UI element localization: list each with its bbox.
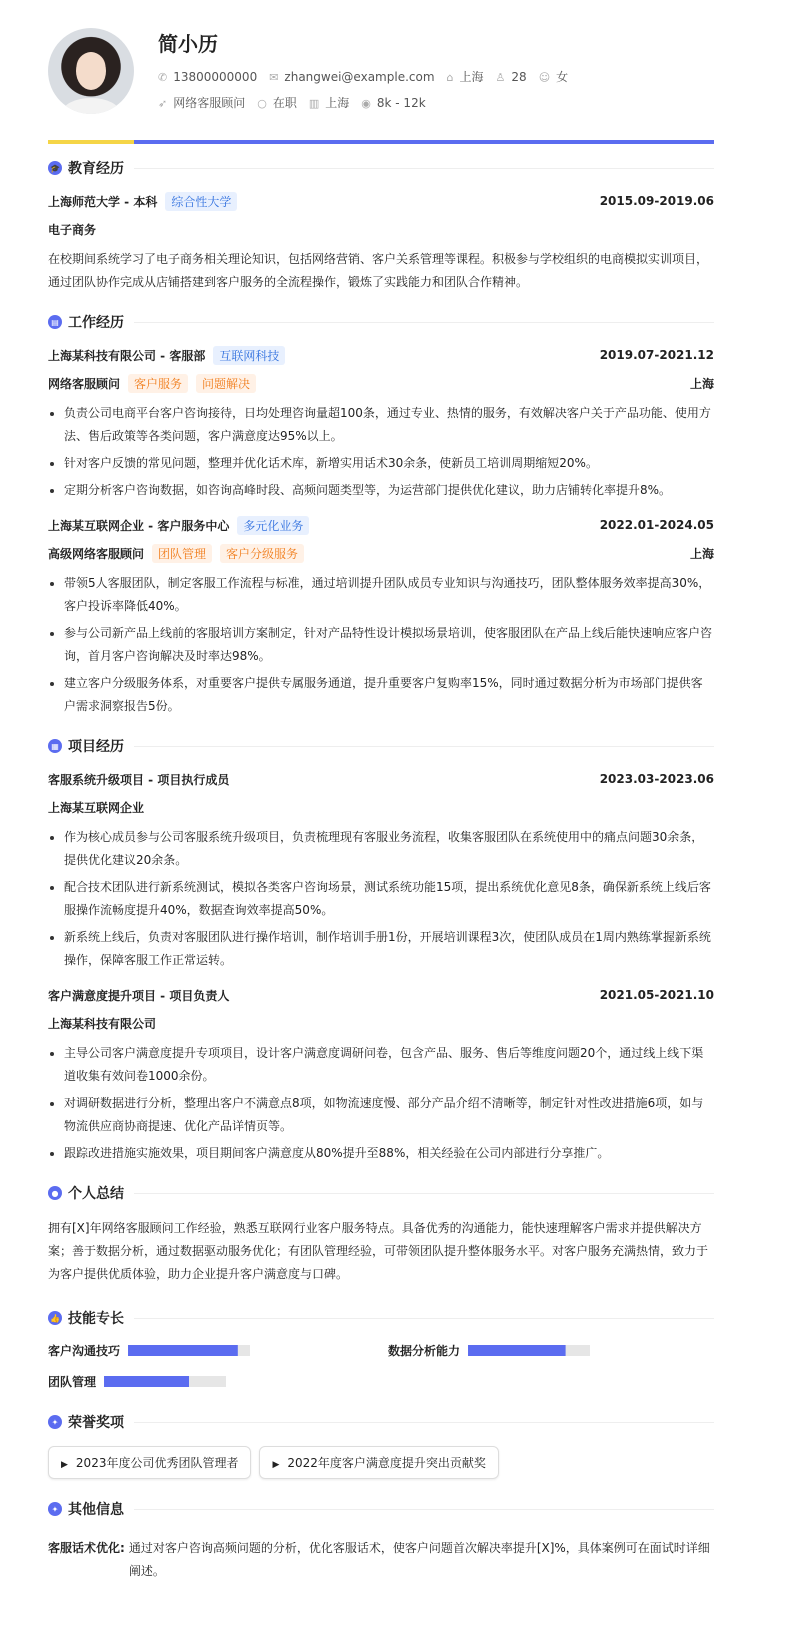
role: 网络客服顾问 bbox=[48, 376, 121, 391]
role: 高级网络客服顾问 bbox=[48, 546, 145, 561]
resume bbox=[48, 0, 714, 1583]
industry-tag: 多元化业务 bbox=[237, 516, 309, 535]
gender-icon: ☺ bbox=[538, 71, 551, 84]
salary-icon: ◉ bbox=[361, 96, 371, 110]
date: 2021.05-2021.10 bbox=[599, 988, 714, 1002]
project-title: 客户满意度提升项目 - 项目负责人 bbox=[48, 988, 230, 1003]
section-other bbox=[48, 1499, 714, 1519]
section-skills bbox=[48, 1308, 714, 1328]
skill-bar bbox=[468, 1345, 590, 1356]
age: 28 bbox=[511, 69, 527, 84]
list-item: 建立客户分级服务体系，对重要客户提供专属服务通道，提升重要客户复购率15%，同时通过数据分析为市场部门提供客户需求洞察报告5份。 bbox=[48, 672, 714, 718]
list-item: 配合技术团队进行新系统测试，模拟各类客户咨询场景，测试系统功能15项，提出系统优化意见8条，确保新系统上线后客服操作流畅度提升40%，数据查询效率提高50%。 bbox=[48, 876, 714, 922]
skill-bar bbox=[104, 1376, 226, 1387]
avatar bbox=[48, 28, 134, 114]
skill-tag: 客户服务 bbox=[128, 374, 188, 393]
location: 上海 bbox=[459, 70, 484, 84]
project-title: 客服系统升级项目 - 项目执行成员 bbox=[48, 772, 230, 787]
major: 电子商务 bbox=[48, 222, 97, 237]
skill-fill bbox=[104, 1376, 189, 1387]
skill-tag: 客户分级服务 bbox=[220, 544, 304, 563]
list-item: 针对客户反馈的常见问题，整理并优化话术库，新增实用话术30余条，使新员工培训周期缩短20%。 bbox=[48, 452, 714, 475]
graduation-icon: 🎓 bbox=[48, 161, 62, 175]
project-org: 上海某科技有限公司 bbox=[48, 1016, 157, 1031]
company: 上海某科技有限公司 - 客服部 bbox=[48, 348, 206, 363]
mail-icon: ✉ bbox=[269, 70, 279, 84]
other-label: 客服话术优化: bbox=[48, 1541, 125, 1555]
award-item: ▶ 2022年度客户满意度提升突出贡献奖 bbox=[259, 1446, 498, 1479]
section-education bbox=[48, 158, 714, 178]
section-title: 教育经历 bbox=[68, 161, 124, 177]
work-item bbox=[48, 516, 714, 718]
salary: 8k - 12k bbox=[376, 95, 426, 110]
status-icon: ○ bbox=[257, 97, 267, 110]
school: 上海师范大学 - 本科 bbox=[48, 194, 158, 209]
user-icon: ● bbox=[48, 1186, 62, 1200]
city: 上海 bbox=[689, 546, 714, 561]
list-item: 主导公司客户满意度提升专项项目，设计客户满意度调研问卷，包含产品、服务、售后等维度问题20个，通过线上线下渠道收集有效问卷1000余份。 bbox=[48, 1042, 714, 1088]
skill-name: 团队管理 bbox=[48, 1375, 97, 1389]
industry-tag: 互联网科技 bbox=[213, 346, 285, 365]
skill-item bbox=[48, 1342, 388, 1359]
summary-text: 拥有[X]年网络客服顾问工作经验，熟悉互联网行业客户服务特点。具备优秀的沟通能力，能快速理解客户需求并提供解决方案；善于数据分析，通过数据驱动服务优化；有团队管理经验，可带领团队提升整体服务水平。对客户服务充满热情，致力于为客户提供优质体验，助力企业提升客户满意度与口碑。 bbox=[48, 1221, 709, 1281]
candidate-name: 简小历 bbox=[158, 32, 218, 56]
project-item bbox=[48, 986, 714, 1165]
skill-bar bbox=[128, 1345, 250, 1356]
school-tag: 综合性大学 bbox=[165, 192, 237, 211]
other-item bbox=[48, 1537, 714, 1583]
list-item: 定期分析客户咨询数据，如咨询高峰时段、高频问题类型等，为运营部门提供优化建议，助力店铺转化率提升8%。 bbox=[48, 479, 714, 502]
project-item bbox=[48, 770, 714, 972]
send-icon: ➶ bbox=[158, 97, 168, 110]
skill-fill bbox=[128, 1345, 238, 1356]
info-icon: ✦ bbox=[48, 1502, 62, 1516]
city: 上海 bbox=[325, 96, 350, 110]
skill-name: 数据分析能力 bbox=[388, 1344, 461, 1358]
header-divider bbox=[48, 140, 714, 144]
section-awards bbox=[48, 1412, 714, 1432]
briefcase-icon: ▤ bbox=[48, 315, 62, 329]
list-item: 参与公司新产品上线前的客服培训方案制定，针对产品特性设计模拟场景培训，使客服团队在产品上线后能快速响应客户咨询，首月客户咨询解决及时率达98%。 bbox=[48, 622, 714, 668]
contact-row bbox=[158, 68, 568, 85]
section-title: 其他信息 bbox=[68, 1502, 124, 1518]
status: 在职 bbox=[272, 96, 297, 110]
chart-icon: ▦ bbox=[48, 739, 62, 753]
building-icon: ▥ bbox=[308, 97, 320, 110]
other-text: 通过对客户咨询高频问题的分析，优化客服话术，使客户问题首次解决率提升[X]%，具体案例可在面试时详细阐述。 bbox=[128, 1541, 710, 1578]
position: 网络客服顾问 bbox=[173, 96, 246, 110]
section-title: 个人总结 bbox=[68, 1186, 124, 1202]
award-item: ▶ 2023年度公司优秀团队管理者 bbox=[48, 1446, 251, 1479]
section-work bbox=[48, 312, 714, 332]
section-summary bbox=[48, 1183, 714, 1203]
date: 2022.01-2024.05 bbox=[599, 518, 714, 532]
work-item bbox=[48, 346, 714, 502]
date: 2023.03-2023.06 bbox=[599, 772, 714, 786]
thumbs-up-icon: 👍 bbox=[48, 1311, 62, 1325]
skills-list bbox=[48, 1342, 714, 1390]
skill-item bbox=[48, 1373, 388, 1390]
education-desc: 在校期间系统学习了电子商务相关理论知识，包括网络营销、客户关系管理等课程。积极参与学校组织的电商模拟实训项目，通过团队协作完成从店铺搭建到客户服务的全流程操作，锻炼了实践能力和团队合作精神。 bbox=[48, 252, 709, 289]
phone-icon: ✆ bbox=[158, 70, 168, 84]
medal-icon: ✦ bbox=[48, 1415, 62, 1429]
skill-item bbox=[388, 1342, 714, 1359]
awards-list bbox=[48, 1446, 714, 1479]
email: zhangwei@example.com bbox=[284, 69, 435, 84]
section-title: 荣誉奖项 bbox=[68, 1415, 124, 1431]
project-org: 上海某互联网企业 bbox=[48, 800, 145, 815]
cake-icon: ♙ bbox=[495, 70, 506, 84]
list-item: 作为核心成员参与公司客服系统升级项目，负责梳理现有客服业务流程，收集客服团队在系统使用中的痛点问题30余条，提供优化建议20余条。 bbox=[48, 826, 714, 872]
company: 上海某互联网企业 - 客户服务中心 bbox=[48, 518, 230, 533]
list-item: 对调研数据进行分析，整理出客户不满意点8项，如物流速度慢、部分产品介绍不清晰等，制定针对性改进措施6项，如与物流供应商协商提速、优化产品详情页等。 bbox=[48, 1092, 714, 1138]
list-item: 新系统上线后，负责对客服团队进行操作培训，制作培训手册1份，开展培训课程3次，使团队成员在1周内熟练掌握新系统操作，保障客服工作正常运转。 bbox=[48, 926, 714, 972]
date: 2015.09-2019.06 bbox=[599, 194, 714, 208]
skill-name: 客户沟通技巧 bbox=[48, 1344, 121, 1358]
list-item: 跟踪改进措施实施效果，项目期间客户满意度从80%提升至88%，相关经验在公司内部进行分享推广。 bbox=[48, 1142, 714, 1165]
list-item: 带领5人客服团队，制定客服工作流程与标准，通过培训提升团队成员专业知识与沟通技巧，团队整体服务效率提高30%，客户投诉率降低40%。 bbox=[48, 572, 714, 618]
list-item: 负责公司电商平台客户咨询接待，日均处理咨询量超100条，通过专业、热情的服务，有效解决客户关于产品功能、使用方法、售后政策等各类问题，客户满意度达95%以上。 bbox=[48, 402, 714, 448]
section-title: 技能专长 bbox=[68, 1311, 124, 1327]
skill-tag: 团队管理 bbox=[152, 544, 212, 563]
job-intent-row bbox=[158, 94, 426, 111]
section-title: 工作经历 bbox=[68, 315, 124, 331]
home-icon: ⌂ bbox=[446, 71, 454, 84]
date: 2019.07-2021.12 bbox=[599, 348, 714, 362]
city: 上海 bbox=[689, 376, 714, 391]
section-title: 项目经历 bbox=[68, 739, 124, 755]
resume-header bbox=[48, 0, 714, 140]
gender: 女 bbox=[556, 70, 569, 84]
skill-fill bbox=[468, 1345, 566, 1356]
skill-tag: 问题解决 bbox=[196, 374, 256, 393]
section-projects bbox=[48, 736, 714, 756]
phone: 13800000000 bbox=[173, 69, 258, 84]
